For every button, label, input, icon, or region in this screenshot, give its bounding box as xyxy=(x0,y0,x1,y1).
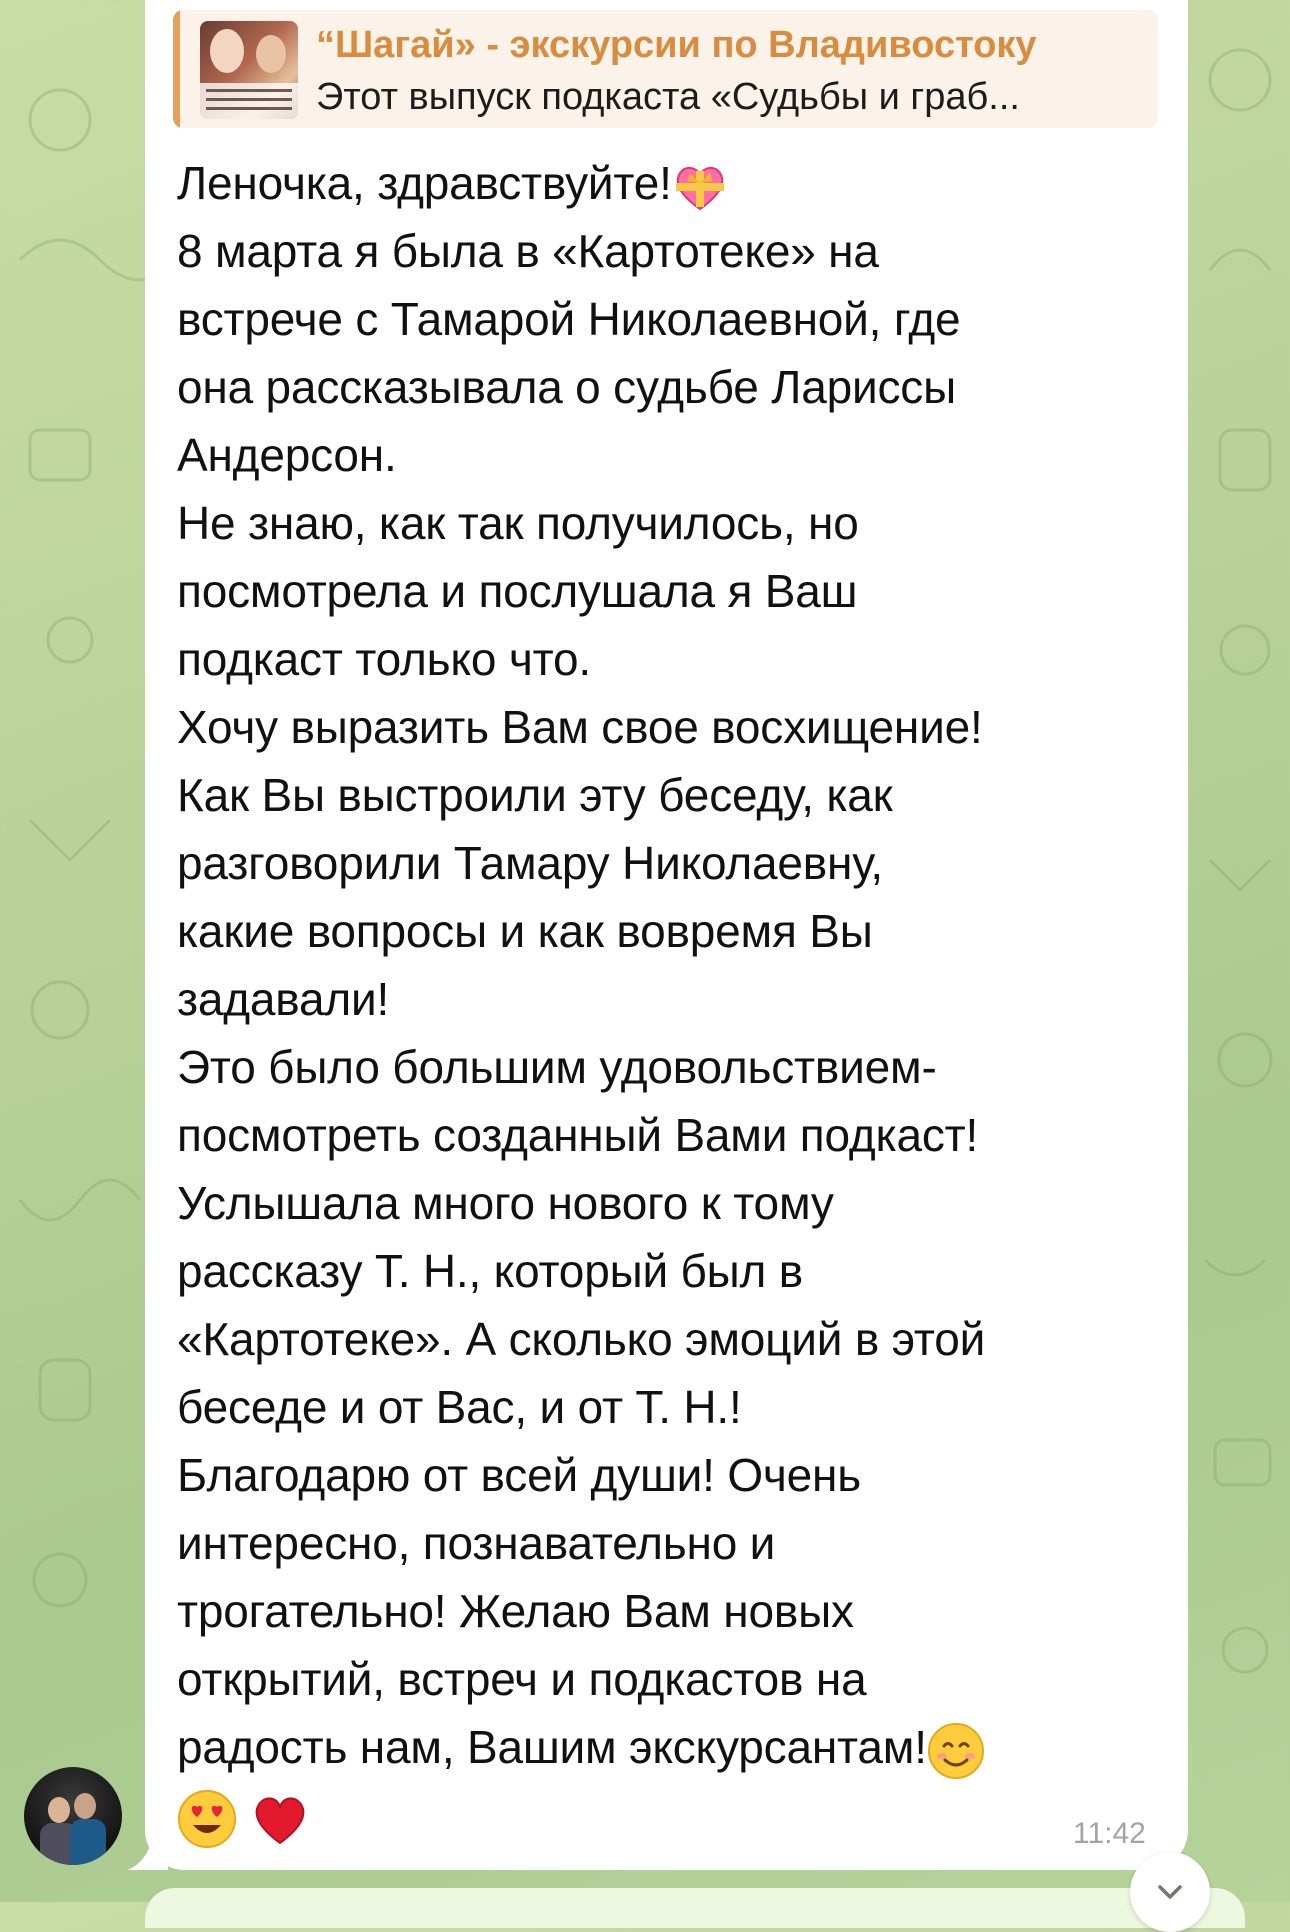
message-line: Это было большим удовольствием- xyxy=(177,1041,937,1093)
heart-eyes-face-icon xyxy=(177,1789,237,1849)
message-line: Леночка, здравствуйте! xyxy=(177,149,1177,217)
message-text xyxy=(177,149,1177,1849)
heart-with-ribbon-icon xyxy=(672,159,728,215)
message-line: Андерсон. xyxy=(177,429,397,481)
smiling-face-icon xyxy=(927,1722,985,1780)
message-line: Благодарю от всей души! Очень xyxy=(177,1449,862,1501)
bubble-tail xyxy=(128,1830,168,1870)
message-line: она рассказывала о судьбе Ларисcы xyxy=(177,361,956,413)
message-line: рассказу Т. Н., который был в xyxy=(177,1245,803,1297)
chevron-down-icon xyxy=(1154,1876,1186,1908)
message-line: беседе и от Вас, и от Т. Н.! xyxy=(177,1381,742,1433)
message-line: открытий, встреч и подкастов на xyxy=(177,1653,867,1705)
reply-title: “Шагай» - экскурсии по Владивостоку xyxy=(316,24,1037,66)
message-line: интересно, познавательно и xyxy=(177,1517,776,1569)
message-line: радость нам, Вашим экскурсантам! xyxy=(177,1713,1177,1781)
message-line: 8 марта я была в «Картотеке» на xyxy=(177,225,879,277)
message-line: встрече с Тамарой Николаевной, где xyxy=(177,293,961,345)
message-line: «Картотеке». А сколько эмоций в этой xyxy=(177,1313,986,1365)
message-line: разговорили Тамару Николаевну, xyxy=(177,837,884,889)
reply-thumbnail xyxy=(200,21,298,119)
message-time: 11:42 xyxy=(1073,1817,1146,1850)
sender-avatar[interactable] xyxy=(24,1767,122,1865)
message-line: трогательно! Желаю Вам новых xyxy=(177,1585,854,1637)
reply-accent-bar xyxy=(173,10,180,128)
message-line: посмотрела и послушала я Ваш xyxy=(177,565,858,617)
message-line: Хочу выразить Вам свое восхищение! xyxy=(177,701,983,753)
message-line: какие вопросы и как вовремя Вы xyxy=(177,905,873,957)
red-heart-icon xyxy=(250,1789,310,1849)
message-line: Не знаю, как так получилось, но xyxy=(177,497,859,549)
message-line: задавали! xyxy=(177,973,390,1025)
message-line: Услышала много нового к тому xyxy=(177,1177,834,1229)
reply-text: Этот выпуск подкаста «Судьбы и граб... xyxy=(316,76,1020,118)
next-message-edge xyxy=(145,1888,1245,1928)
scroll-down-button[interactable] xyxy=(1130,1852,1210,1932)
message-line: посмотреть созданный Вами подкаст! xyxy=(177,1109,979,1161)
message-line-emojis xyxy=(177,1781,1177,1849)
reply-preview[interactable] xyxy=(173,10,1158,128)
message-line: подкаст только что. xyxy=(177,633,591,685)
message-line: Как Вы выстроили эту беседу, как xyxy=(177,769,893,821)
